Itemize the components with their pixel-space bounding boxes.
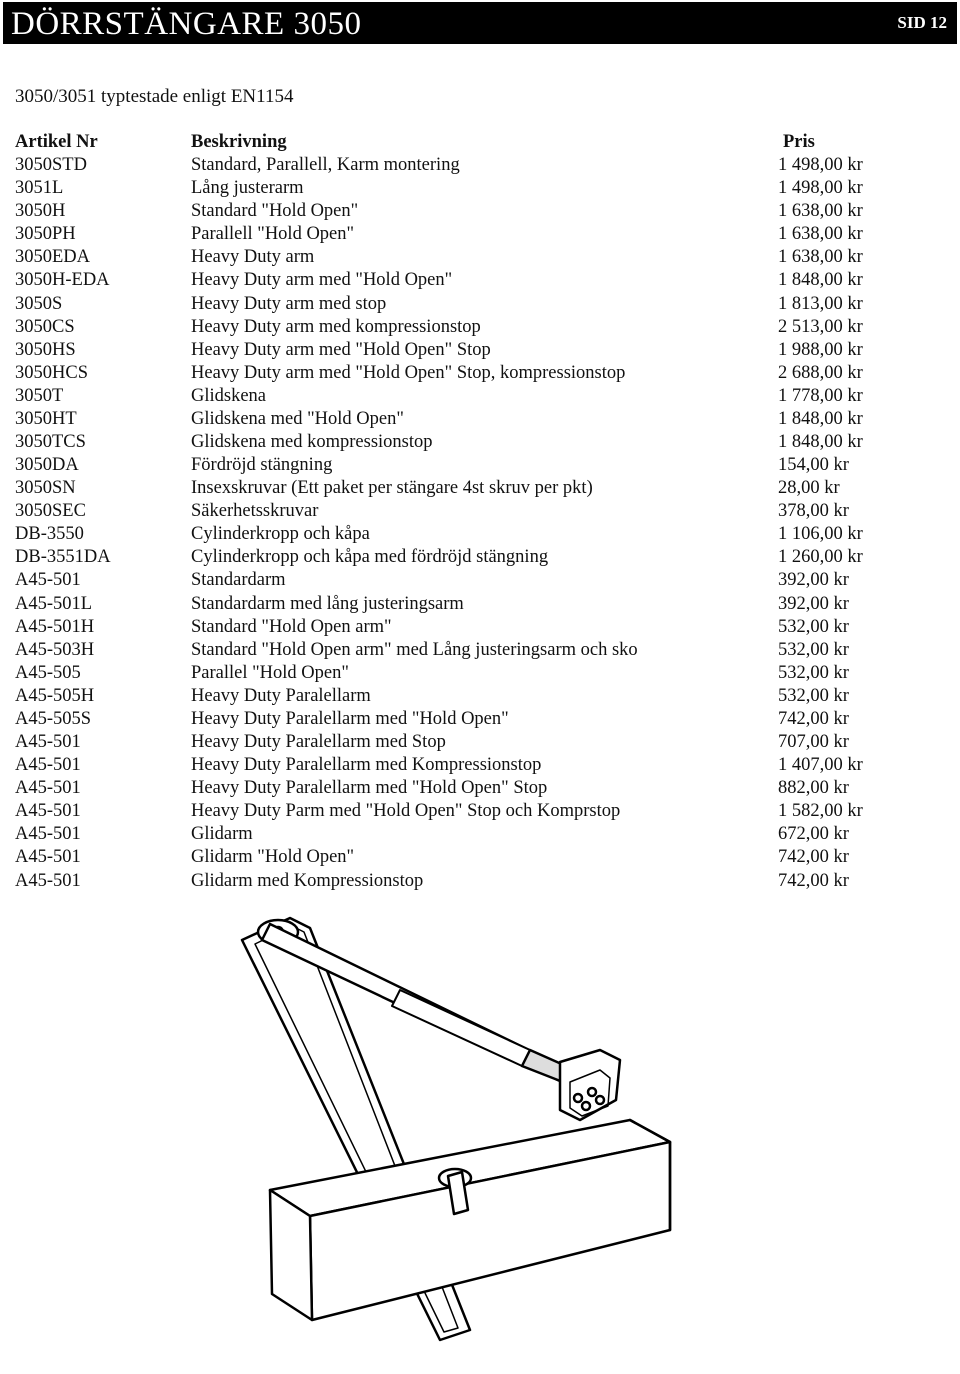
price-cell: 2 513,00 kr <box>778 316 863 337</box>
header-bar <box>3 2 957 44</box>
description-cell: Glidskena med "Hold Open" <box>191 408 404 429</box>
article-cell: DB-3551DA <box>15 547 111 568</box>
table-row <box>15 870 915 893</box>
price-cell: 1 778,00 kr <box>778 385 863 406</box>
price-cell: 1 260,00 kr <box>778 547 863 568</box>
price-cell: 378,00 kr <box>778 501 849 522</box>
table-row <box>15 477 915 500</box>
description-cell: Heavy Duty arm med "Hold Open" <box>191 270 453 291</box>
description-cell: Standard "Hold Open arm" med Lång justeringsarm och sko <box>191 639 638 660</box>
table-row <box>15 385 915 408</box>
price-cell: 532,00 kr <box>778 639 849 660</box>
table-row <box>15 177 915 200</box>
article-cell: A45-501 <box>15 847 81 868</box>
article-cell: 3050SEC <box>15 501 86 522</box>
table-row <box>15 246 915 269</box>
price-cell: 154,00 kr <box>778 455 849 476</box>
article-cell: 3050HS <box>15 339 76 360</box>
description-cell: Standardarm <box>191 570 286 591</box>
article-cell: A45-501 <box>15 755 81 776</box>
price-cell: 392,00 kr <box>778 570 849 591</box>
description-cell: Heavy Duty arm <box>191 247 315 268</box>
table-row <box>15 546 915 569</box>
description-cell: Cylinderkropp och kåpa med fördröjd stängning <box>191 547 549 568</box>
description-cell: Heavy Duty Parm med "Hold Open" Stop och Komprstop <box>191 801 621 822</box>
article-cell: 3050PH <box>15 224 76 245</box>
article-cell: A45-501 <box>15 824 81 845</box>
article-cell: 3050DA <box>15 455 79 476</box>
table-row <box>15 223 915 246</box>
price-cell: 742,00 kr <box>778 708 849 729</box>
article-cell: 3050TCS <box>15 432 86 453</box>
table-row <box>15 154 915 177</box>
article-cell: A45-501 <box>15 870 81 891</box>
price-table <box>15 131 915 893</box>
description-cell: Glidarm "Hold Open" <box>191 847 355 868</box>
price-cell: 1 498,00 kr <box>778 155 863 176</box>
description-cell: Glidarm med Kompressionstop <box>191 870 424 891</box>
description-cell: Standardarm med lång justeringsarm <box>191 593 464 614</box>
table-header-row <box>15 131 915 154</box>
article-cell: 3050HT <box>15 408 77 429</box>
price-cell: 882,00 kr <box>778 778 849 799</box>
table-row <box>15 316 915 339</box>
description-cell: Insexskruvar (Ett paket per stängare 4st skruv per pkt) <box>191 478 593 499</box>
article-cell: A45-501 <box>15 570 81 591</box>
description-cell: Parallel "Hold Open" <box>191 662 349 683</box>
column-header-description: Beskrivning <box>191 132 287 152</box>
table-row <box>15 454 915 477</box>
description-cell: Heavy Duty arm med kompressionstop <box>191 316 481 337</box>
table-row <box>15 708 915 731</box>
price-cell: 2 688,00 kr <box>778 362 863 383</box>
description-cell: Standard "Hold Open" <box>191 201 359 222</box>
article-cell: A45-501L <box>15 593 93 614</box>
description-cell: Heavy Duty Paralellarm med "Hold Open" <box>191 708 509 729</box>
article-cell: DB-3550 <box>15 524 84 545</box>
table-row <box>15 662 915 685</box>
price-cell: 1 848,00 kr <box>778 432 863 453</box>
article-cell: 3050CS <box>15 316 75 337</box>
table-body <box>15 154 915 893</box>
page-number: SID 12 <box>897 13 947 32</box>
article-cell: 3050T <box>15 385 64 406</box>
description-cell: Cylinderkropp och kåpa <box>191 524 370 545</box>
description-cell: Heavy Duty arm med "Hold Open" Stop, kompressionstop <box>191 362 626 383</box>
table-row <box>15 339 915 362</box>
description-cell: Standard, Parallell, Karm montering <box>191 155 460 176</box>
description-cell: Säkerhetsskruvar <box>191 501 319 522</box>
article-cell: A45-501H <box>15 616 95 637</box>
column-header-price: Pris <box>783 132 815 152</box>
article-cell: A45-505H <box>15 685 95 706</box>
table-row <box>15 293 915 316</box>
price-cell: 707,00 kr <box>778 732 849 753</box>
table-row <box>15 362 915 385</box>
table-row <box>15 731 915 754</box>
article-cell: A45-501 <box>15 801 81 822</box>
description-cell: Heavy Duty Paralellarm med Stop <box>191 732 446 753</box>
article-cell: 3050EDA <box>15 247 91 268</box>
table-row <box>15 639 915 662</box>
price-cell: 1 582,00 kr <box>778 801 863 822</box>
table-row <box>15 523 915 546</box>
description-cell: Lång justerarm <box>191 178 304 199</box>
table-row <box>15 500 915 523</box>
table-row <box>15 200 915 223</box>
price-cell: 1 638,00 kr <box>778 201 863 222</box>
price-cell: 1 848,00 kr <box>778 270 863 291</box>
article-cell: 3050H-EDA <box>15 270 110 291</box>
price-cell: 1 407,00 kr <box>778 755 863 776</box>
description-cell: Fördröjd stängning <box>191 455 333 476</box>
price-cell: 532,00 kr <box>778 685 849 706</box>
price-cell: 392,00 kr <box>778 593 849 614</box>
table-row <box>15 593 915 616</box>
price-cell: 532,00 kr <box>778 616 849 637</box>
description-cell: Glidskena <box>191 385 267 406</box>
price-cell: 1 498,00 kr <box>778 178 863 199</box>
door-closer-icon <box>230 910 700 1365</box>
table-row <box>15 754 915 777</box>
description-cell: Standard "Hold Open arm" <box>191 616 392 637</box>
article-cell: A45-505S <box>15 708 92 729</box>
article-cell: A45-501 <box>15 778 81 799</box>
article-cell: A45-503H <box>15 639 95 660</box>
page-title: DÖRRSTÄNGARE 3050 <box>11 6 362 42</box>
price-cell: 532,00 kr <box>778 662 849 683</box>
article-cell: 3050S <box>15 293 63 314</box>
column-header-article: Artikel Nr <box>15 132 98 152</box>
table-row <box>15 569 915 592</box>
price-cell: 1 813,00 kr <box>778 293 863 314</box>
price-cell: 1 638,00 kr <box>778 247 863 268</box>
article-cell: A45-505 <box>15 662 81 683</box>
description-cell: Heavy Duty Paralellarm med Kompressionstop <box>191 755 542 776</box>
article-cell: A45-501 <box>15 732 81 753</box>
price-cell: 672,00 kr <box>778 824 849 845</box>
price-cell: 742,00 kr <box>778 847 849 868</box>
price-cell: 1 638,00 kr <box>778 224 863 245</box>
description-cell: Glidarm <box>191 824 253 845</box>
description-cell: Heavy Duty arm med "Hold Open" Stop <box>191 339 491 360</box>
price-cell: 742,00 kr <box>778 870 849 891</box>
section-subtitle: 3050/3051 typtestade enligt EN1154 <box>15 86 294 107</box>
description-cell: Heavy Duty arm med stop <box>191 293 387 314</box>
description-cell: Heavy Duty Paralellarm <box>191 685 371 706</box>
table-row <box>15 846 915 869</box>
table-row <box>15 823 915 846</box>
table-row <box>15 408 915 431</box>
article-cell: 3050HCS <box>15 362 88 383</box>
table-row <box>15 431 915 454</box>
article-cell: 3050SN <box>15 478 76 499</box>
price-cell: 1 988,00 kr <box>778 339 863 360</box>
price-cell: 28,00 kr <box>778 478 840 499</box>
table-row <box>15 777 915 800</box>
table-row <box>15 685 915 708</box>
description-cell: Parallell "Hold Open" <box>191 224 355 245</box>
price-cell: 1 106,00 kr <box>778 524 863 545</box>
article-cell: 3050STD <box>15 155 87 176</box>
table-row <box>15 800 915 823</box>
article-cell: 3050H <box>15 201 66 222</box>
description-cell: Glidskena med kompressionstop <box>191 432 433 453</box>
table-row <box>15 269 915 292</box>
table-row <box>15 616 915 639</box>
article-cell: 3051L <box>15 178 64 199</box>
price-cell: 1 848,00 kr <box>778 408 863 429</box>
description-cell: Heavy Duty Paralellarm med "Hold Open" Stop <box>191 778 548 799</box>
